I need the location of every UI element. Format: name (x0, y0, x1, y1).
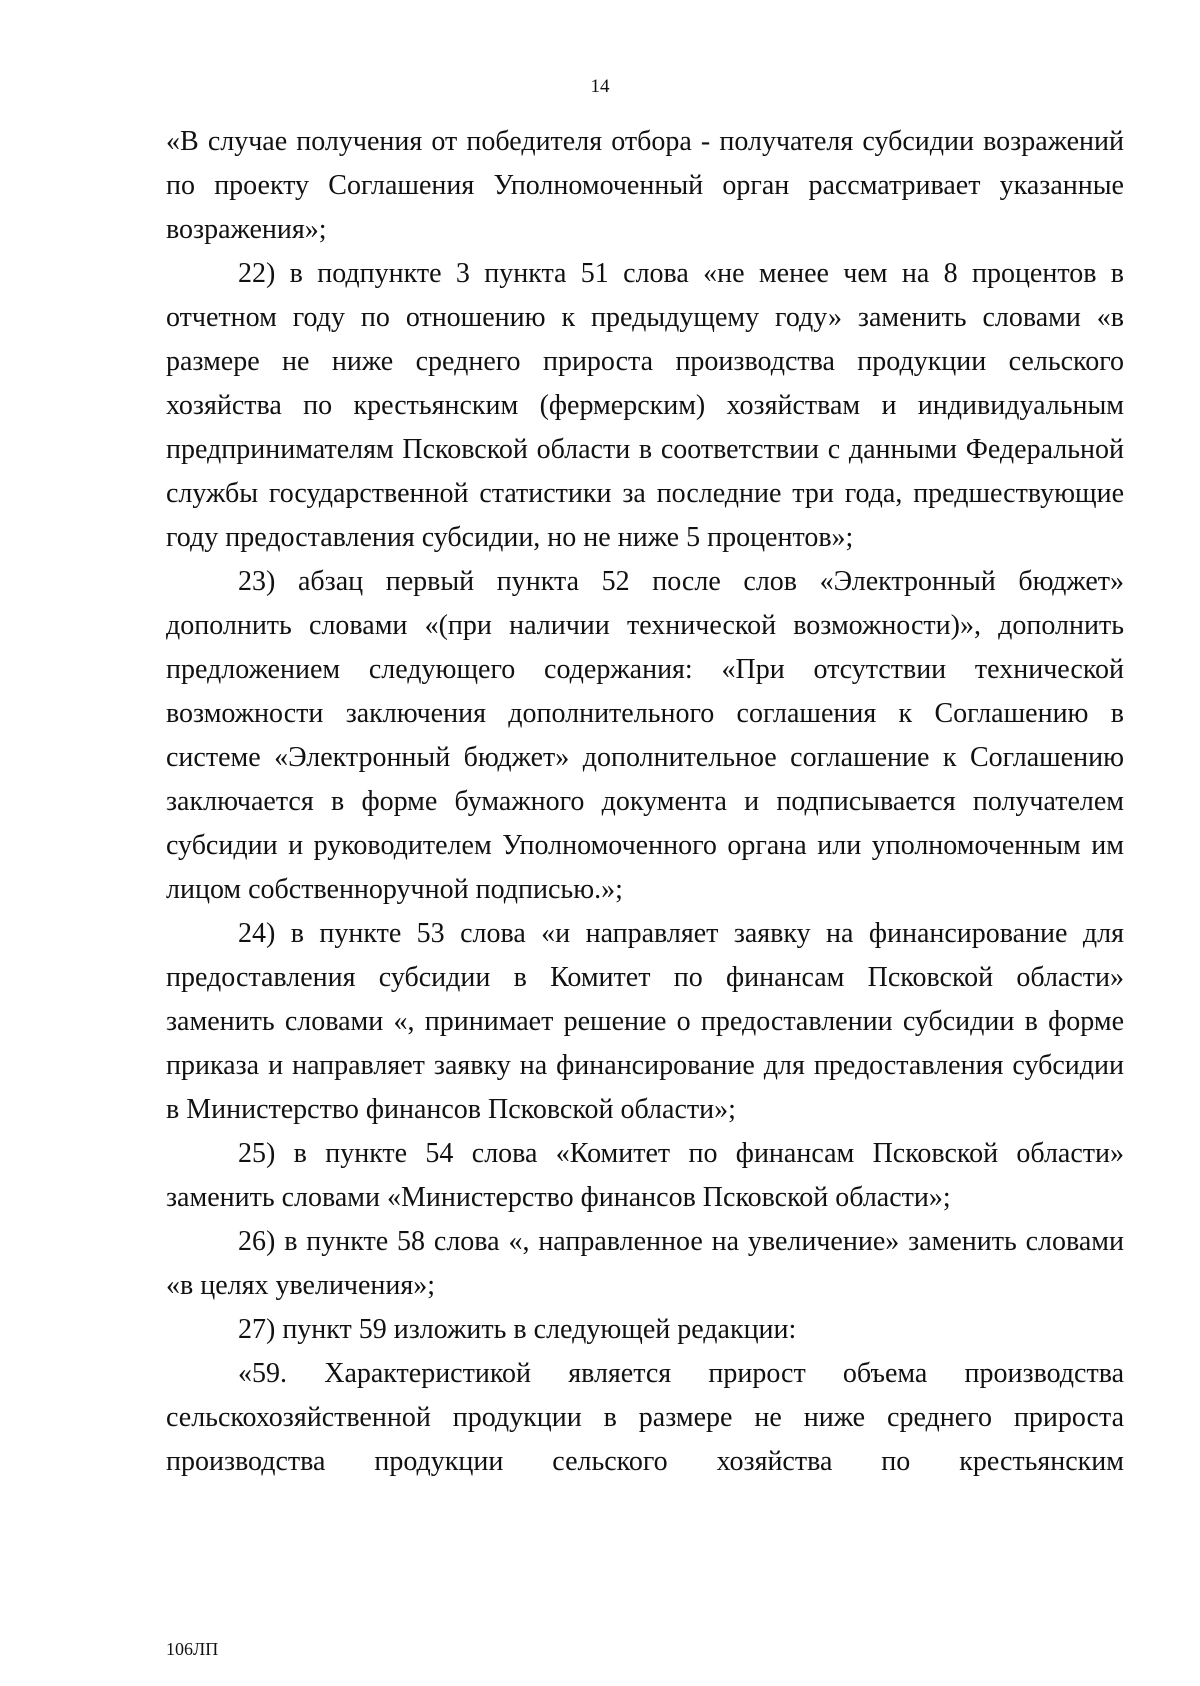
paragraph-item-24: 24) в пункте 53 слова «и направляет заявку на финансирование для предоставления субсидии в Комитет по финансам Псковской области» заменить словами «, принимает решение о предоставлении субсидии в форме приказа и направляет заявку на финансирование для предоставления субсидии в Министерство финансов Псковской области»; (166, 918, 1124, 1125)
paragraph-item-22: 22) в подпункте 3 пункта 51 слова «не менее чем на 8 процентов в отчетном году по отношению к предыдущему году» заменить словами «в размере не ниже среднего прироста производства продукции сельского хозяйства по крестьянским (фермерским) хозяйствам и индивидуальным предпринимателям Псковской области в соответствии с данными Федеральной службы государственной статистики за последние три года, предшествующие году предоставления субсидии, но не ниже 5 процентов»; (166, 258, 1124, 553)
paragraph-item-27: 27) пункт 59 изложить в следующей редакции: (238, 1314, 797, 1345)
paragraph-item-23: 23) абзац первый пункта 52 после слов «Электронный бюджет» дополнить словами «(при наличии технической возможности)», дополнить предложением следующего содержания: «При отсутствии технической возможности заключения дополнительного соглашения к Соглашению в системе «Электронный бюджет» дополнительное соглашение к Соглашению заключается в форме бумажного документа и подписывается получателем субсидии и руководителем Уполномоченного органа или уполномоченным им лицом собственноручной подписью.»; (166, 566, 1124, 905)
paragraph-item-26: 26) в пункте 58 слова «, направленное на увеличение» заменить словами «в целях увеличения»; (166, 1226, 1124, 1301)
paragraph-objections: «В случае получения от победителя отбора - получателя субсидии возражений по проекту Соглашения Уполномоченный орган рассматривает указанные возражения»; (166, 126, 1124, 245)
page-number: 14 (590, 76, 610, 97)
paragraph-item-59: «59. Характеристикой является прирост объема производства сельскохозяйственной продукции в размере не ниже среднего прироста производства продукции сельского хозяйства по крестьянским (166, 1358, 1124, 1477)
paragraph-item-25: 25) в пункте 54 слова «Комитет по финансам Псковской области» заменить словами «Министерство финансов Псковской области»; (166, 1138, 1124, 1213)
document-body (166, 120, 1124, 1484)
document-code: 106ЛП (166, 1639, 219, 1659)
